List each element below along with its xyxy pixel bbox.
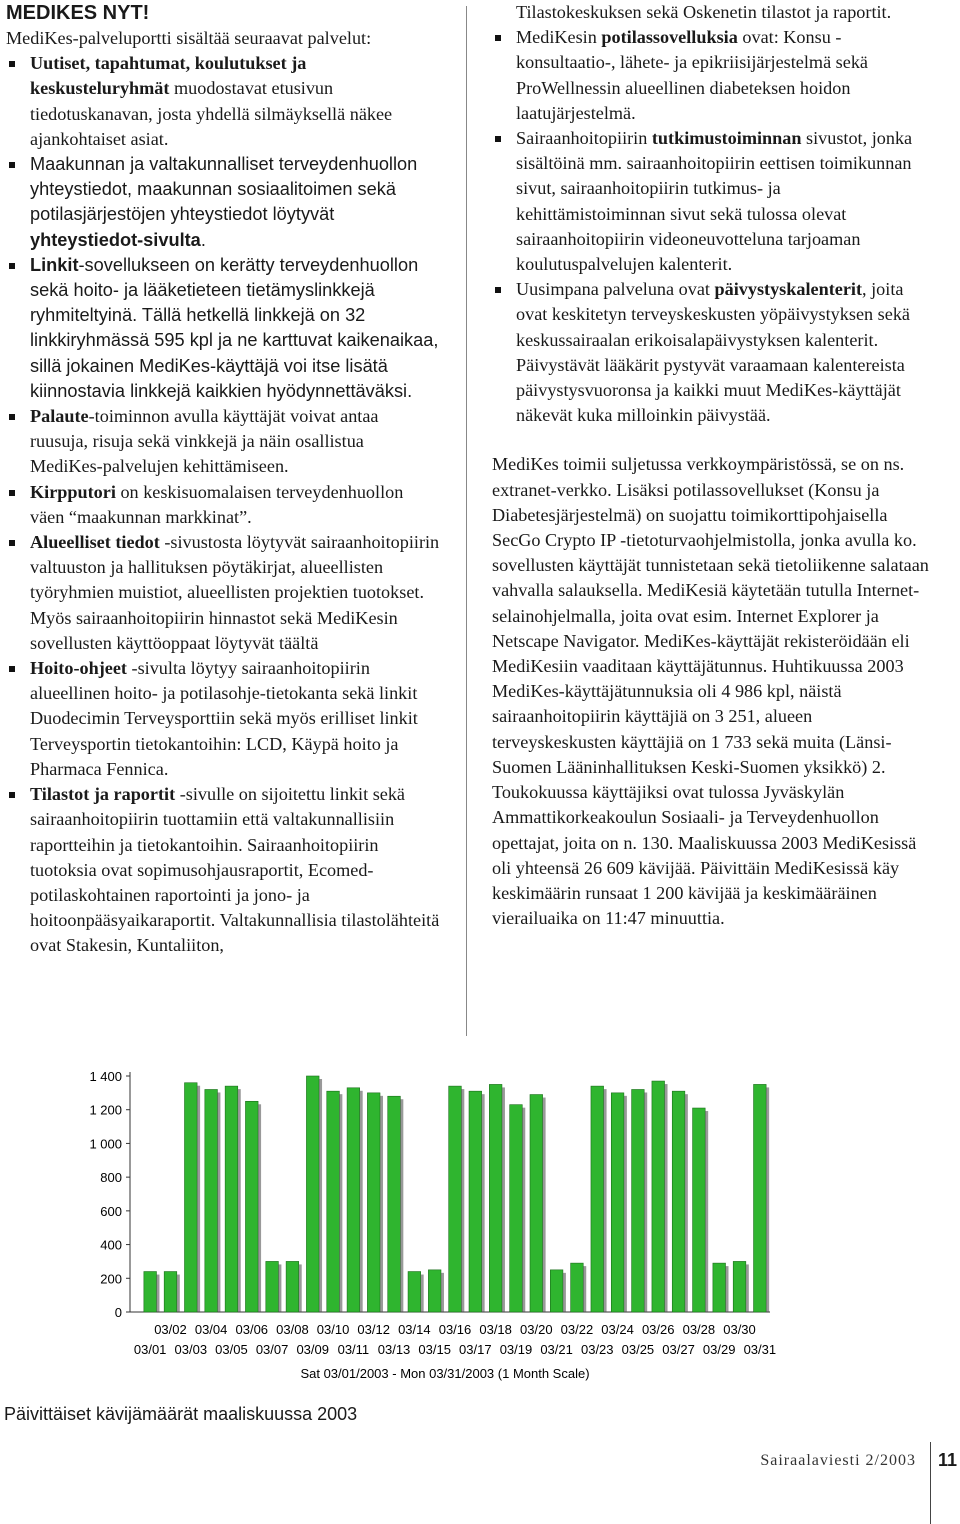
bold-term: tutkimustoiminnan [651,128,802,149]
bar-shadow [197,1086,200,1312]
x-tick-label: 03/20 [520,1322,553,1337]
x-tick-label: 03/21 [540,1342,573,1357]
column-divider [466,6,467,1036]
left-bullet-item [6,51,440,152]
bar [530,1095,543,1312]
x-tick-label: 03/19 [499,1342,533,1357]
x-tick-label: 03/06 [235,1322,269,1337]
x-tick-label: 03/10 [316,1322,350,1337]
bar-shadow [217,1092,220,1312]
bar [347,1088,360,1312]
bold-term: Hoito-ohjeet [30,658,127,679]
bar [733,1261,746,1312]
bold-term: päivystyskalenterit [714,279,863,300]
x-tick-label: 03/04 [194,1322,228,1337]
bar-shadow [339,1094,342,1312]
chart-bars [144,1076,769,1312]
bullet-square-icon [9,162,15,168]
bar [672,1091,685,1312]
left-bullet-item [6,152,440,253]
bar-shadow [685,1094,688,1312]
bar [408,1272,421,1312]
bar-shadow [665,1084,668,1312]
x-tick-label: 03/28 [682,1322,716,1337]
x-tick-label: 03/11 [337,1342,370,1357]
bullet-text: Sairaanhoitopiirin [516,128,652,149]
x-tick-label: 03/01 [133,1342,167,1357]
bullet-square-icon [9,263,15,269]
x-tick-label: 03/15 [418,1342,451,1357]
x-tick-label: 03/25 [621,1342,655,1357]
bar-shadow [441,1273,444,1312]
bar-shadow [299,1264,302,1312]
bar [327,1091,340,1312]
intro-text: MediKes-palveluportti sisältää seuraavat palvelut: [6,28,372,48]
x-tick-label: 03/24 [601,1322,634,1337]
left-bullet-item [6,656,440,782]
bullet-square-icon [9,666,15,672]
y-tick-label: 1 200 [89,1102,122,1118]
bar-shadow [482,1094,485,1312]
left-bullet-item [6,253,440,404]
bar-shadow [380,1096,383,1312]
left-column [6,0,440,959]
bar [449,1086,462,1312]
bar-shadow [766,1087,769,1312]
bar-shadow [502,1087,505,1312]
bar [286,1261,299,1312]
bold-term: yhteystiedot-sivulta [30,229,201,250]
y-tick-label: 800 [100,1170,122,1186]
bullet-text: Uusimpana palveluna ovat [516,279,715,300]
page-number: 11 [938,1450,958,1470]
bar-shadow [705,1111,708,1312]
bar-shadow [604,1089,607,1312]
y-tick-label: 400 [100,1237,122,1253]
bold-term: Linkit [30,254,79,275]
bar-shadow [360,1091,363,1312]
bar [388,1096,401,1312]
bullet-text: -sivustosta löytyvät sairaanhoitopiirin valtuuston ja hallituksen pöytäkirjat, alueellisten työryhmien muistiot, alueellisten projektien tuotokset. Myös sairaanhoitopiirin hinnastot sekä MediKesin sovellusten käyttöoppaat löytyvät täältä [30,532,440,653]
bar-shadow [725,1266,728,1312]
bar [428,1270,441,1312]
bullet-text: on keskisuomalaisen terveydenhuollon väen “maakunnan markkinat”. [30,481,404,527]
bar [489,1084,502,1312]
y-tick-label: 1 400 [89,1069,122,1084]
bullet-text: muodostavat etusivun tiedotuskanavan, josta yhdellä silmäyksellä näkee ajankohtaiset asiat. [30,78,393,149]
x-tick-label: 03/22 [560,1322,594,1337]
bar-shadow [156,1275,159,1312]
bar-shadow [278,1264,281,1312]
right-bullet-item [492,126,932,277]
left-bullet-item [6,530,440,656]
bold-term: Kirpputori [30,481,116,502]
bullet-text: sivustot, jonka sisältöinä mm. sairaanhoitopiirin eettisen toimikunnan sivut, sairaanhoitopiirin tutkimus- ja kehittämistoiminnan sivut sekä tulossa olevat sairaanhoitopiirin videoneuvotteluna tarjoaman koulutuspalvelujen kalenterit. [516,128,913,275]
bar [205,1089,218,1312]
bar [632,1089,645,1312]
bar-shadow [177,1275,180,1312]
bar [693,1108,706,1312]
continuation-text: Tilastokeskuksen sekä Oskenetin tilastot ja raportit. [516,2,892,22]
bar-shadow [522,1108,525,1312]
bar-shadow [421,1275,424,1312]
x-tick-label: 03/14 [398,1322,431,1337]
bullet-square-icon [495,136,501,142]
bar-shadow [461,1089,464,1312]
x-tick-label: 03/23 [580,1342,614,1357]
bullet-square-icon [9,414,15,420]
x-tick-label: 03/18 [479,1322,512,1337]
x-tick-label: 03/03 [174,1342,208,1357]
bar [185,1083,198,1312]
x-tick-label: 03/02 [154,1322,187,1337]
bar [144,1272,157,1312]
right-bullet-item [492,25,932,126]
y-tick-label: 600 [100,1203,122,1219]
body-paragraph: MediKes toimii suljetussa verkkoympäristössä, se on ns. extranet-verkko. Lisäksi potilassovellukset (Konsu ja Diabetesjärjestelmä) on suojattu toimikorttipohjaisella SecGo Crypto IP -tietoturvaohjelmistolla, jonka avulla ko. sovellusten käyttäjät tunnistetaan sekä tietoliikenne salataan vahvalla salauksella. MediKesiä käytetään tutulla Internet-selainohjelmalla, joita ovat esim. Internet Explorer ja Netscape Navigator. MediKes-käyttäjät rekisteröidään eli MediKesiin vaaditaan käyttäjätunnus. Huhtikuussa 2003 MediKes-käyttäjätunnuksia oli 4 986 kpl, näistä sairaanhoitopiirin käyttäjiä on 3 251, alueen terveyskeskusten käyttäjiä on 1 733 sekä muita (Länsi-Suomen Lääninhallituksen Keski-Suomen yksikkö) 2. Toukokuussa käyttäjiksi ovat tulossa Jyväskylän Ammattikorkeakoulun Sosiaali- ja Terveydenhuollon opettajat, joita on n. 130. Maaliskuussa 2003 MediKesissä oli yhteensä 26 609 kävijää. Päivittäin MediKesissä käy keskimäärin runsaat 1 200 kävijää ja keskimääräinen vierailuaika on 11:47 minuuttia. [492,454,929,929]
left-bullet-item [6,782,440,958]
x-tick-label: 03/12 [357,1322,390,1337]
x-tick-label: 03/26 [641,1322,675,1337]
left-bullet-list [6,51,440,958]
left-bullet-item [6,480,440,530]
x-axis-label: Sat 03/01/2003 - Mon 03/31/2003 (1 Month Scale) [300,1366,590,1381]
bullet-text: -sivulta löytyy sairaanhoitopiirin alueellinen hoito- ja potilasohje-tietokanta sekä linkit Duodecimin Terveysporttiin sekä myös erilliset linkit Terveysportin tietokantoihin: LCD, Käypä hoito ja Pharmaca Fennica. [30,658,418,779]
x-tick-label: 03/09 [296,1342,330,1357]
x-tick-label: 03/08 [276,1322,309,1337]
bar-shadow [644,1092,647,1312]
x-tick-label: 03/13 [377,1342,411,1357]
bullet-square-icon [9,61,15,67]
bar-shadow [624,1096,627,1312]
y-tick-label: 0 [114,1305,122,1320]
bar [571,1263,584,1312]
bar-shadow [400,1099,403,1312]
bullet-text: , joita ovat keskitetyn terveyskeskusten yöpäivystyksen sekä keskussairaalan erikoisalapäivystyksen kalenterit. Päivystävät lääkärit pystyvät varaamaan kalentereista päivystysvuoronsa ja kaikki muut MediKes-käyttäjät näkevät kuka milloinkin päivystää. [516,279,910,426]
bullet-text: MediKesin [516,27,602,48]
bar [510,1105,523,1312]
x-tick-label: 03/30 [723,1322,756,1337]
bold-term: Tilastot ja raportit [30,784,176,805]
bullet-square-icon [9,792,15,798]
y-tick-label: 200 [100,1271,122,1287]
bullet-text: ovat: Konsu -konsultaatio-, lähete- ja epikriisijärjestelmä sekä ProWellnessin alueellinen diabeteksen hoidon laatujärjestelmä. [516,27,869,123]
bar-shadow [543,1098,546,1312]
x-tick-label: 03/31 [743,1342,777,1357]
left-bullet-item [6,404,440,480]
x-tick-label: 03/29 [702,1342,736,1357]
bullet-text: -toiminnon avulla käyttäjät voivat antaa ruusuja, risuja sekä vinkkejä ja näin osallistua MediKes-palvelujen kehittämiseen. [30,406,379,477]
bar [225,1086,238,1312]
bullet-square-icon [9,540,15,546]
page-heading: MEDIKES NYT! [6,2,150,24]
bar [611,1093,624,1312]
x-tick-label: 03/17 [459,1342,492,1357]
bar [306,1076,319,1312]
x-tick-label: 03/27 [662,1342,695,1357]
bar [713,1263,726,1312]
bullet-square-icon [9,490,15,496]
bar-shadow [746,1264,749,1312]
bar [164,1272,177,1312]
bold-term: Alueelliset tiedot [30,532,160,553]
bold-term: Uutiset, tapahtumat, koulutukset ja keskusteluryhmät [30,53,307,99]
bar [652,1081,665,1312]
bold-term: Palaute [30,406,89,427]
right-bullet-item [492,277,932,428]
bar [367,1093,380,1312]
footer-rule [930,1442,931,1524]
bar [591,1086,604,1312]
bullet-square-icon [495,287,501,293]
bar-shadow [319,1079,322,1312]
bar [550,1270,563,1312]
x-tick-label: 03/16 [438,1322,472,1337]
chart-caption: Päivittäiset kävijämäärät maaliskuussa 2003 [4,1404,358,1424]
bullet-text: -sivulle on sijoitettu linkit sekä sairaanhoitopiirin tuottamiin että valtakunnallisiin raportteihin ja tietokantoihin. Sairaanhoitopiirin tuotoksia ovat sopimusohjausraportit, Ecomed-potilaskohtainen raportointi ja jono- ja hoitoonpääsyaikaraportit. Valtakunnallisia tilastolähteitä ovat Stakesin, Kuntaliiton, [30,784,440,956]
bar [245,1101,258,1312]
right-column [492,0,932,931]
daily-visitors-chart [60,1060,800,1390]
x-tick-label: 03/05 [215,1342,248,1357]
bar [469,1091,482,1312]
right-bullet-list [492,25,932,428]
publication-name: Sairaalaviesti 2/2003 [760,1452,916,1469]
bullet-square-icon [495,35,501,41]
bar-shadow [563,1273,566,1312]
y-tick-label: 1 000 [89,1136,122,1152]
bar-shadow [238,1089,241,1312]
bold-term: potilassovelluksia [601,27,738,48]
bar [754,1084,767,1312]
bullet-text: . [200,229,206,250]
bullet-text: Maakunnan ja valtakunnalliset terveydenhuollon yhteystiedot, maakunnan sosiaalitoimen sekä potilasjärjestöjen yhteystiedot löytyvät [30,154,418,225]
bar [266,1261,279,1312]
bullet-text: -sovellukseen on kerätty terveydenhuollon sekä hoito- ja lääketieteen tietämyslinkkejä ryhmiteltyinä. Tällä hetkellä linkkejä on 32 linkkiryhmässä 595 kpl ja ne karttuvat kaikenaikaa, sillä jokainen MediKes-käyttäjä voi itse lisätä kiinnostavia linkkejä kaikkien hyödynnettäväksi. [30,254,439,401]
bar-shadow [583,1266,586,1312]
bar-shadow [258,1104,261,1312]
x-tick-label: 03/07 [255,1342,289,1357]
